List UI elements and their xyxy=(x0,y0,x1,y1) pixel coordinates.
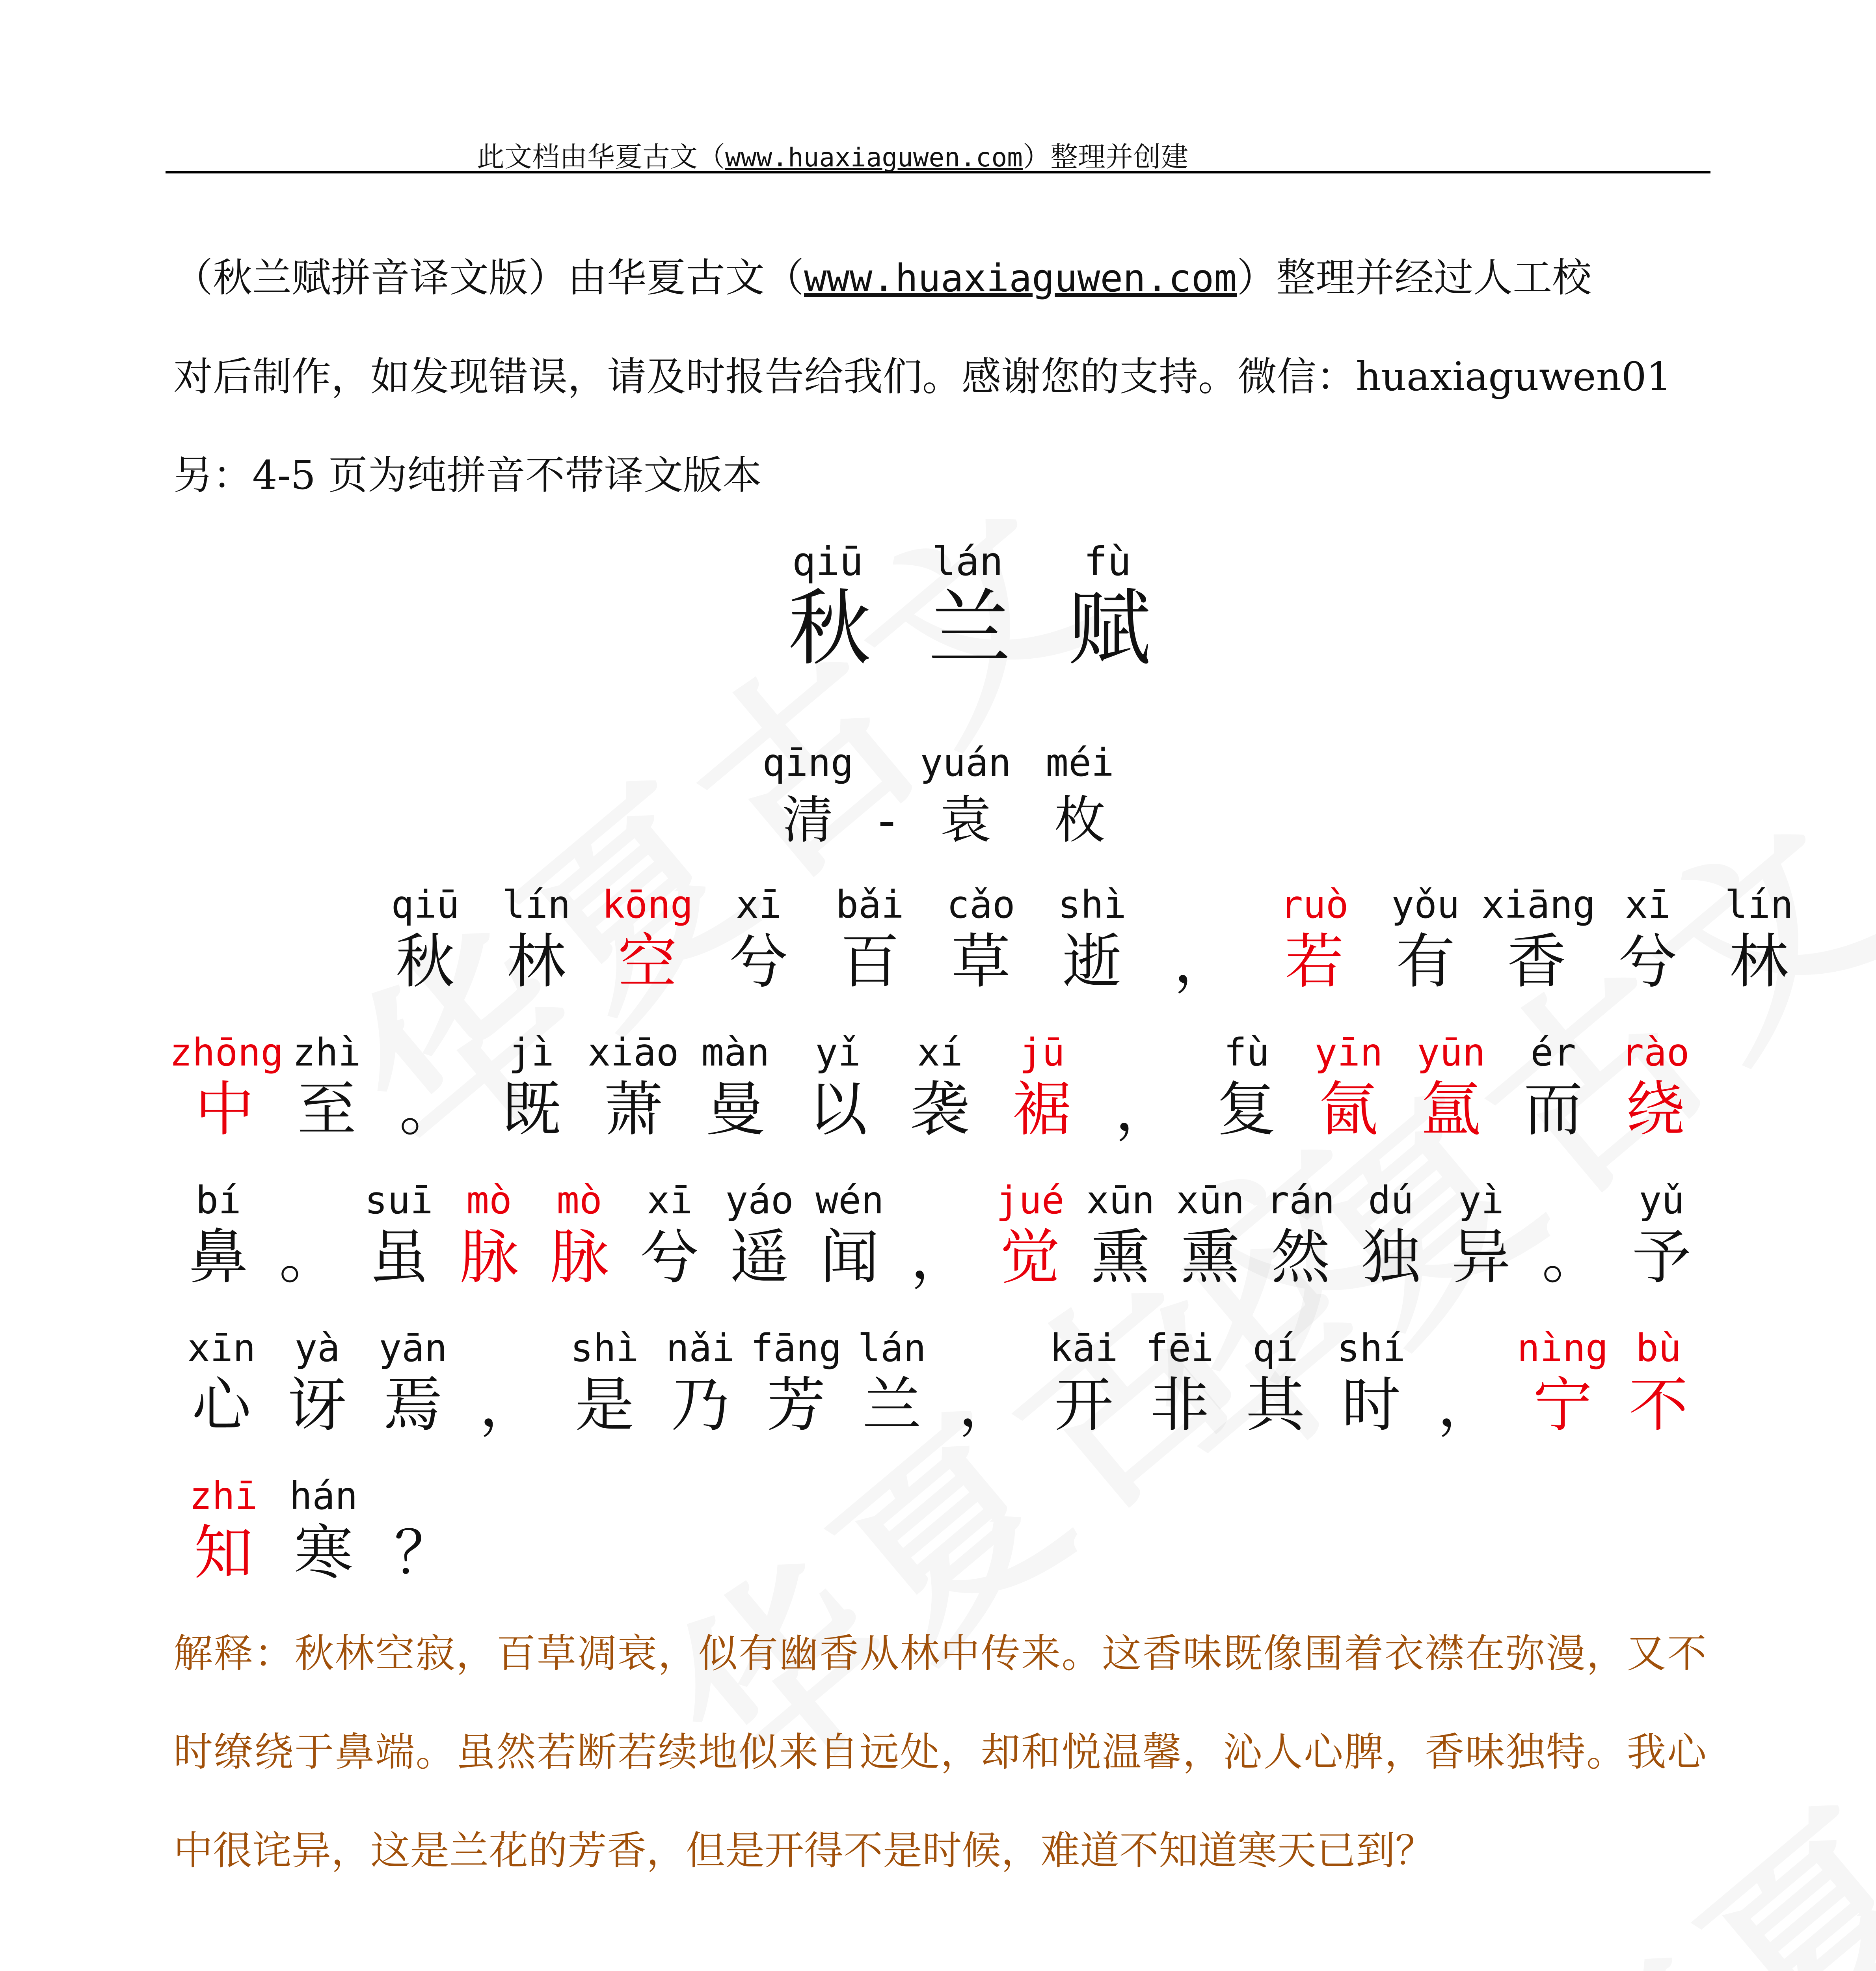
poem-char-pinyin: ér xyxy=(1530,1030,1576,1075)
poem-char-pinyin: shì xyxy=(570,1326,639,1370)
poem-char-hanzi: 开 xyxy=(1054,1371,1113,1440)
poem-char-hanzi: 绕 xyxy=(1625,1075,1685,1144)
poem-char-pinyin: bǎi xyxy=(836,883,904,927)
poem-char-pinyin: lán xyxy=(858,1326,926,1370)
poem-char-pinyin: jū xyxy=(1019,1030,1065,1075)
poem-char-pinyin: xūn xyxy=(1176,1178,1245,1222)
poem-char-pinyin: zhōng xyxy=(169,1030,283,1075)
intro-text-b: ）整理并经过人工校 xyxy=(1237,255,1592,301)
poem-char-hanzi: 至 xyxy=(297,1075,356,1144)
poem-char-hanzi: 觉 xyxy=(1000,1223,1060,1292)
poem-char-pinyin: yà xyxy=(294,1326,340,1370)
poem-char-pinyin: yǒu xyxy=(1391,883,1460,927)
poem-char-pinyin: fēi xyxy=(1145,1326,1214,1370)
title-char-hanzi: 赋 xyxy=(1068,580,1151,677)
poem-char-hanzi: 裾 xyxy=(1012,1075,1072,1144)
poem-char-pinyin: lín xyxy=(1725,883,1793,927)
poem-char-hanzi: 然 xyxy=(1271,1223,1330,1292)
title-char-hanzi: 兰 xyxy=(928,580,1011,677)
poem-char-hanzi: 脉 xyxy=(459,1223,519,1292)
title-char-pinyin: qiū xyxy=(792,538,864,585)
author-char-hanzi: 清 xyxy=(782,790,834,850)
poem-char-hanzi: 兮 xyxy=(1618,928,1677,996)
intro-paragraph xyxy=(173,229,1707,525)
poem-char-hanzi: 以 xyxy=(808,1075,867,1144)
poem-char-pinyin: cǎo xyxy=(947,883,1015,927)
header-url-link[interactable]: www.huaxiaguwen.com xyxy=(725,142,1023,173)
poem-char-pinyin: xī xyxy=(1625,883,1671,927)
poem-char-hanzi: 。 xyxy=(399,1075,458,1144)
poem-char-hanzi: 闻 xyxy=(820,1223,879,1292)
poem-char-hanzi: 有 xyxy=(1396,928,1455,996)
title-char-pinyin: fù xyxy=(1083,538,1132,585)
poem-char-pinyin: nǎi xyxy=(666,1326,735,1370)
poem-char-hanzi: 。 xyxy=(1541,1223,1601,1292)
poem-char-pinyin: nìng xyxy=(1517,1326,1608,1370)
poem-char-hanzi: 氤 xyxy=(1319,1075,1378,1144)
poem-char-pinyin: mò xyxy=(466,1178,512,1222)
poem-char-hanzi: 予 xyxy=(1632,1223,1691,1292)
poem-char-hanzi: 若 xyxy=(1284,928,1344,996)
author-char-hanzi: 枚 xyxy=(1054,790,1106,850)
poem-char-hanzi: 兰 xyxy=(862,1371,921,1440)
poem-char-pinyin: xiāng xyxy=(1481,883,1595,927)
poem-char-pinyin: fāng xyxy=(750,1326,842,1370)
poem-char-hanzi: 讶 xyxy=(287,1371,347,1440)
poem-char-hanzi: 草 xyxy=(951,928,1011,996)
poem-char-hanzi: 兮 xyxy=(640,1223,699,1292)
intro-text-a: （秋兰赋拼音译文版）由华夏古文（ xyxy=(173,255,804,301)
poem-char-pinyin: hán xyxy=(289,1474,358,1518)
poem-char-pinyin: xī xyxy=(736,883,782,927)
header-text xyxy=(477,135,1188,175)
poem-char-pinyin: xiāo xyxy=(588,1030,679,1075)
page-header xyxy=(166,134,1710,173)
poem-char-pinyin: kōng xyxy=(602,883,693,927)
poem-char-pinyin: lín xyxy=(502,883,571,927)
poem-char-pinyin: shí xyxy=(1337,1326,1405,1370)
author-char-hanzi: 袁 xyxy=(940,790,991,850)
poem-char-pinyin: jì xyxy=(508,1030,554,1075)
poem-char-hanzi: 不 xyxy=(1628,1371,1688,1440)
author-char-pinyin: qīng xyxy=(762,741,854,785)
poem-char-hanzi: ， xyxy=(1115,1075,1174,1144)
poem-char-pinyin: yīn xyxy=(1314,1030,1383,1075)
poem-char-pinyin: yǐ xyxy=(815,1030,861,1075)
poem-char-pinyin: qí xyxy=(1253,1326,1298,1370)
poem-char-hanzi: 寒 xyxy=(294,1519,353,1587)
poem-char-pinyin: yūn xyxy=(1417,1030,1485,1075)
poem-char-hanzi: ， xyxy=(479,1371,538,1440)
poem-char-pinyin: xī xyxy=(647,1178,692,1222)
intro-line-2: 对后制作，如发现错误，请及时报告给我们。感谢您的支持。微信：huaxiaguwen01 xyxy=(173,354,1672,400)
poem-char-pinyin: xūn xyxy=(1086,1178,1155,1222)
poem-char-hanzi: 芳 xyxy=(766,1371,826,1440)
poem-char-hanzi: 非 xyxy=(1150,1371,1209,1440)
poem-char-hanzi: 虽 xyxy=(369,1223,428,1292)
poem-char-pinyin: yān xyxy=(379,1326,447,1370)
poem-char-pinyin: bí xyxy=(195,1178,241,1222)
poem-char-hanzi: 香 xyxy=(1507,928,1566,996)
poem-char-pinyin: yǔ xyxy=(1639,1178,1684,1222)
poem-char-pinyin: mò xyxy=(556,1178,602,1222)
poem-char-hanzi: 而 xyxy=(1523,1075,1583,1144)
poem-char-hanzi: 独 xyxy=(1361,1223,1420,1292)
poem-char-hanzi: 异 xyxy=(1451,1223,1511,1292)
header-prefix: 此文档由华夏古文（ xyxy=(477,141,725,173)
poem-char-hanzi: 是 xyxy=(575,1371,634,1440)
poem-char-pinyin: fù xyxy=(1224,1030,1269,1075)
author-char-hanzi: - xyxy=(878,790,895,850)
title-char-pinyin: lán xyxy=(932,538,1003,585)
poem-char-hanzi: 熏 xyxy=(1091,1223,1150,1292)
poem-char-hanzi: 遥 xyxy=(730,1223,789,1292)
poem-char-pinyin: zhī xyxy=(189,1474,258,1518)
poem-char-pinyin: yáo xyxy=(725,1178,794,1222)
intro-url-link[interactable]: www.huaxiaguwen.com xyxy=(804,256,1237,300)
poem-char-hanzi: 既 xyxy=(501,1075,561,1144)
poem-char-pinyin: kāi xyxy=(1050,1326,1118,1370)
poem-char-pinyin: wén xyxy=(815,1178,884,1222)
poem-char-hanzi: 袭 xyxy=(910,1075,970,1144)
poem-char-hanzi: 空 xyxy=(618,928,677,996)
poem-char-hanzi: 兮 xyxy=(729,928,788,996)
header-suffix: ）整理并创建 xyxy=(1022,141,1188,173)
poem-char-hanzi: 复 xyxy=(1217,1075,1276,1144)
author-char-pinyin: yuán xyxy=(920,741,1011,785)
poem-char-hanzi: 林 xyxy=(506,928,566,996)
poem-char-pinyin: xí xyxy=(917,1030,963,1075)
author-char-pinyin: méi xyxy=(1046,741,1114,785)
poem-char-hanzi: 脉 xyxy=(549,1223,609,1292)
poem-char-pinyin: rán xyxy=(1266,1178,1335,1222)
poem-char-hanzi: ， xyxy=(958,1371,1018,1440)
poem-char-hanzi: 熏 xyxy=(1180,1223,1240,1292)
poem-char-pinyin: jué xyxy=(996,1178,1065,1222)
poem-char-hanzi: 时 xyxy=(1341,1371,1401,1440)
intro-line-1 xyxy=(173,229,1707,328)
poem-char-pinyin: dú xyxy=(1368,1178,1414,1222)
poem-char-hanzi: 秋 xyxy=(395,928,455,996)
poem-char-hanzi: 曼 xyxy=(705,1075,765,1144)
poem-char-hanzi: 氲 xyxy=(1421,1075,1481,1144)
poem-char-hanzi: 心 xyxy=(192,1371,251,1440)
poem-char-pinyin: zhì xyxy=(292,1030,361,1075)
poem-char-pinyin: qiū xyxy=(391,883,460,927)
poem-char-hanzi: 乃 xyxy=(670,1371,730,1440)
poem-char-hanzi: ？ xyxy=(394,1519,453,1587)
poem-char-hanzi: 中 xyxy=(195,1075,254,1144)
poem-char-hanzi: 其 xyxy=(1245,1371,1305,1440)
poem-char-pinyin: suī xyxy=(365,1178,433,1222)
poem-char-hanzi: ， xyxy=(1437,1371,1496,1440)
poem-char-hanzi: 林 xyxy=(1729,928,1789,996)
poem-char-hanzi: 逝 xyxy=(1062,928,1122,996)
poem-char-pinyin: màn xyxy=(701,1030,770,1075)
poem-char-hanzi: ， xyxy=(1173,928,1233,996)
poem-char-pinyin: rào xyxy=(1621,1030,1690,1075)
poem-char-hanzi: 。 xyxy=(279,1223,338,1292)
poem-char-pinyin: shì xyxy=(1058,883,1126,927)
poem-char-hanzi: 鼻 xyxy=(188,1223,248,1292)
poem-char-hanzi: 焉 xyxy=(383,1371,443,1440)
poem-char-pinyin: yì xyxy=(1458,1178,1504,1222)
poem-char-pinyin: xīn xyxy=(187,1326,256,1370)
poem-char-pinyin: bù xyxy=(1636,1326,1681,1370)
poem-char-hanzi: 百 xyxy=(840,928,899,996)
poem-char-hanzi: 知 xyxy=(194,1519,253,1587)
poem-char-hanzi: 萧 xyxy=(603,1075,663,1144)
poem-char-hanzi: 宁 xyxy=(1533,1371,1592,1440)
translation-paragraph: 解释：秋林空寂，百草凋衰，似有幽香从林中传来。这香味既像围着衣襟在弥漫，又不时缭绕于鼻端。虽然若断若续地似来自远处，却和悦温馨，沁人心脾，香味独特。我心中很诧异，这是兰花的芳香，但是开得不是时候，难道不知道寒天已到？ xyxy=(173,1630,1707,1874)
poem-char-pinyin: ruò xyxy=(1280,883,1349,927)
intro-line-3: 另：4-5 页为纯拼音不带译文版本 xyxy=(173,452,762,498)
poem-char-hanzi: ， xyxy=(910,1223,970,1292)
title-char-hanzi: 秋 xyxy=(788,580,871,677)
